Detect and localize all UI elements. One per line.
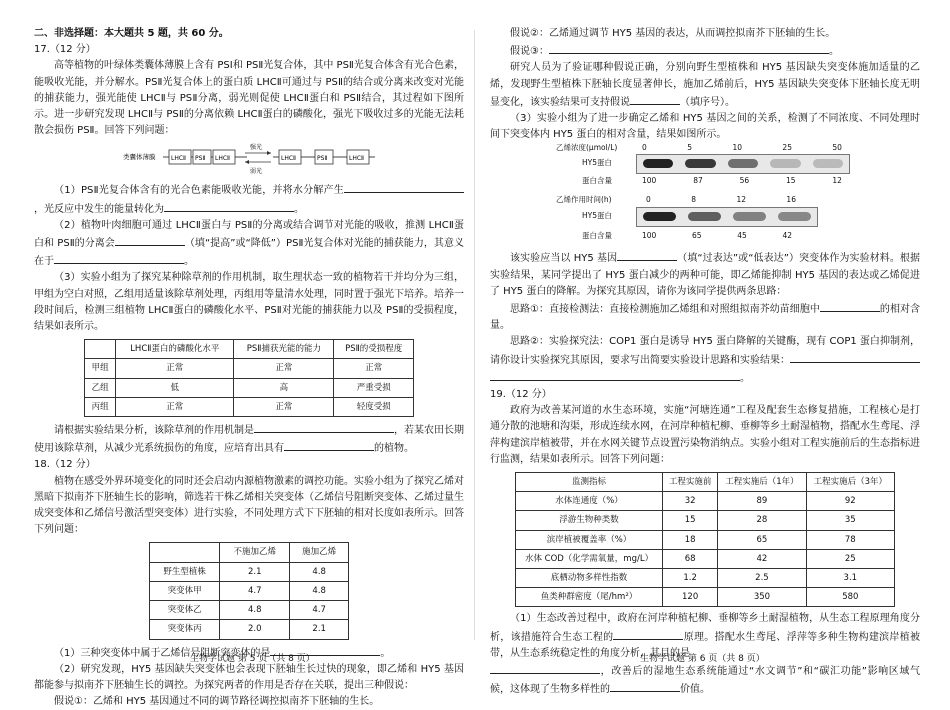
q18-p3: 该实验应当以 HY5 基因 [510, 253, 618, 265]
table-cell: 68 [663, 549, 718, 568]
page-divider [474, 30, 475, 640]
diagram-ps-label-2: PSⅡ [317, 155, 328, 163]
answer-blank[interactable] [284, 439, 374, 451]
table-header: PSⅡ捕获光能的能力 [234, 340, 334, 359]
q19-s1: （1）生态改善过程中，政府在河岸种植杞柳、垂柳等乡土耐湿植物，从生态工程原理角度分析，该措施符合生态工程的 [490, 613, 920, 643]
answer-blank[interactable] [164, 200, 294, 212]
table-cell: 4.8 [290, 562, 349, 581]
table-cell: 高 [234, 378, 334, 397]
q18-p5: 思路②：实验探究法：COP1 蛋白是诱导 HY5 蛋白降解的关键酶，现有 COP1 蛋白抑制剂，请你设计实验探究其原因，要求写出简要实验设计思路和实验结果： [490, 336, 920, 366]
q18-number: 18.（12 分） [34, 459, 96, 471]
hypothesis-3: 假说③： [510, 46, 549, 58]
blot1-content: 56 [739, 176, 750, 186]
blot1-conc: 0 [642, 143, 647, 153]
table-cell: 2.0 [220, 620, 290, 639]
table-cell: 1.2 [663, 569, 718, 588]
hy5-band [770, 159, 801, 168]
blot2-content: 100 [642, 231, 657, 241]
table-cell: 3.1 [806, 569, 894, 588]
table-row [516, 530, 895, 549]
table-cell: 4.8 [290, 581, 349, 600]
right-page: 假说②：乙烯通过调节 HY5 基因的表达，从而调控拟南芥下胚轴的生长。 假说③： 。 研究人员为了验证哪种假说正确，分别向野生型植株和 HY5 基因缺失突变体施加适量的乙烯，发现野生型植株下胚轴长度显著伸长，施加乙烯前后，HY5 基因缺失突变体下胚轴长度无明显变化，该实验结果可支持假说 （填序号）。 （3）实验小组为了进一步确定乙烯和 HY5 基因之间的关系，检测了不同浓度、不同处理时间下突变体内 HY5 蛋白的相对含量，结果如图所示。 乙烯浓度(μmol/L) 0 5 10 25 50 HY5蛋白 蛋白含量 100 87 56 15 12 乙烯作用时间(h) 0 8 12 16 HY5蛋白 蛋白含量 100 65 45 42 该实验应当以 HY5 基因 （填“过表达”或“低表达”）突变体作为实验材料。根据实验结果，某同学提出了 HY5 蛋白减少的两种可能，即乙烯能抑制 HY5 基因的表达或乙烯促进了 HY5 蛋白的降解。为探究其原因，请你为该同学提供两条思路： 思路①：直接检测法：直接检测施加乙烯组和对照组拟南芥幼苗细胞中 的相对含量。 思路②：实验探究法：COP1 蛋白是诱导 HY5 蛋白降解的关键酶，现有 COP1 蛋白抑制剂，请你设计实验探究其原因，要求写出简要实验设计思路和实验结果： 。 19.（12 分） 政府为改善某河道的水生态环境，实施“河塘连通”工程及配套生态修复措施，工程核心是打通分散的池塘和沟渠，形成连续水网，在河岸种植杞柳、垂柳等乡土耐湿植物，搭配水生鸢尾、浮萍构建滨岸植被带，并在水网关键节点设置污染物消纳点。实验小组对工程实施前后的生态指标进行监测，结果如表所示。回答下列问题： 监测指标 工程实施前 工程实施后（1年） 工程实施后（3年） 水体连通度（%） 32 89 92 浮游生物种类数 15 28 35 滨岸植被覆盖率（%） 18 65 78 水体 COD（化学需氧量，mg/L） 68 42 25 底栖动物多样性指数 1.2 2.5 3.1 鱼类种群密度（尾/hm²） 120 350 580 （1）生态改善过程中，政府在河岸种植杞柳、垂柳等乡土耐湿植物，从生态工程原理角度分析，该措施符合生态工程的 原理。搭配水生鸢尾、浮萍等多种生物构建滨岸植被带，从生态系统稳定性的角度分析，其目的是 ，改善后的湿地生态系统能通过“水文调节”和“碳汇功能”影响区域气候，这体现了生物多样性的 价值。 [490, 28, 921, 696]
q18-intro: 植物在感受外界环境变化的同时还会启动内源植物激素的调控功能。实验小组为了探究乙烯对黑暗下拟南芥下胚轴生长的影响，筛选若干株乙烯相关突变体（乙烯信号阻断突变体、乙烯过量生成突变体和乙烯信号激活型突变体）进行实验，不同处理方式下下胚轴的相对长度如表所示。回答下列问题： [34, 475, 464, 536]
table-cell: 正常 [334, 359, 414, 378]
western-blot-figure [556, 143, 920, 249]
table-cell: 丙组 [85, 397, 116, 416]
answer-blank[interactable] [630, 93, 680, 105]
table-cell: 水体连通度（%） [516, 492, 663, 511]
q18-p4b: 的相对含量。 [490, 304, 921, 332]
table-cell: 4.7 [220, 581, 290, 600]
footer-left: 生物学试题 第 5 页（共 8 页） [190, 654, 315, 664]
table-header: 工程实施后（1年） [718, 473, 806, 492]
blot2-time: 12 [736, 195, 746, 205]
table-cell: 浮游生物种类数 [516, 511, 663, 530]
table-cell: 低 [116, 378, 234, 397]
table-row [516, 511, 895, 530]
table-row [150, 620, 349, 639]
table-header: 工程实施前 [663, 473, 718, 492]
q17-s3c: 若某农田长期使用该除草剂，从减少光系统损伤的角度，应培育出具有 [34, 425, 464, 455]
table-cell: 甲组 [85, 359, 116, 378]
table-cell: 正常 [234, 359, 334, 378]
hy5-band [685, 159, 716, 168]
blot2-content: 65 [692, 231, 702, 241]
diagram-lhc-label-4: LHCⅡ [349, 155, 364, 163]
table-header: 不施加乙烯 [220, 543, 290, 562]
table-row [85, 359, 414, 378]
q18-s2b: 假说①：乙烯和 HY5 基因通过不同的调节路径调控拟南芥下胚轴的生长。 [54, 696, 380, 708]
table-cell: 2.5 [718, 569, 806, 588]
table-cell: 2.1 [290, 620, 349, 639]
blot2-content-label: 蛋白含量 [582, 231, 612, 241]
q18-p1: 研究人员为了验证哪种假说正确，分别向野生型植株和 HY5 基因缺失突变体施加适量的乙烯，发现野生型植株下胚轴长度显著伸长，施加乙烯前后，HY5 基因缺失突变体下胚轴长度无明显变化，该实验结果可支持假说 [490, 62, 920, 108]
blot2-band-label: HY5蛋白 [582, 211, 612, 221]
table-cell: 350 [718, 588, 806, 607]
q17-s1: （1）PSⅡ光复合体含有的光合色素能吸收光能，并将水分解产生 [54, 185, 344, 197]
table-cell: 25 [806, 549, 894, 568]
q18-p4: 思路①：直接检测法：直接检测施加乙烯组和对照组拟南芥幼苗细胞中 [510, 304, 820, 316]
table-cell: 突变体甲 [150, 581, 220, 600]
hy5-band [778, 212, 810, 221]
table-cell: 突变体乙 [150, 601, 220, 620]
table-cell: 鱼类种群密度（尾/hm²） [516, 588, 663, 607]
table-header: 监测指标 [516, 473, 663, 492]
table-row [516, 569, 895, 588]
answer-blank[interactable] [490, 369, 740, 381]
answer-blank[interactable] [613, 628, 683, 640]
table-cell: 水体 COD（化学需氧量，mg/L） [516, 549, 663, 568]
table-cell: 正常 [116, 359, 234, 378]
hy5-band [643, 159, 674, 168]
hy5-band [643, 212, 675, 221]
blot2-time: 0 [646, 195, 651, 205]
q17-intro: 高等植物的叶绿体类囊体薄膜上含有 PSⅠ和 PSⅡ光复合体，其中 PSⅡ光复合体含有光合色素，能吸收光能，并分解水。PSⅡ光复合体上的蛋白质 LHCⅡ可通过与 PSⅡ的结合或分离来改变对光能的捕获能力，强光能使 LHCⅡ与 PSⅡ分离，弱光则促使 LHCⅡ蛋白和 PSⅡ结合，其过程如下图所示。进一步研究发现 LHCⅡ与 PSⅡ的分离依赖 LHCⅡ蛋白的磷酸化，强光下吸收过多的光能无法耗散会损伤 PSⅡ。回答下列问题： [34, 60, 464, 137]
q19-intro: 政府为改善某河道的水生态环境，实施“河塘连通”工程及配套生态修复措施，工程核心是打通分散的池塘和沟渠，形成连续水网，在河岸种植杞柳、垂柳等乡土耐湿植物，搭配水生鸢尾、浮萍构建滨岸植被带，并在水网关键节点设置污染物消纳点。实验小组对工程实施前后的生态指标进行监测，结果如表所示。回答下列问题： [490, 405, 920, 465]
table-cell: 4.7 [290, 601, 349, 620]
diagram-lhc-label-2: LHCⅡ [215, 155, 230, 163]
table-cell: 18 [663, 530, 718, 549]
table-cell: 65 [718, 530, 806, 549]
table-row [516, 492, 895, 511]
table-cell: 35 [806, 511, 894, 530]
table-cell: 78 [806, 530, 894, 549]
footer-right: 生物学试题 第 6 页（共 8 页） [640, 654, 765, 664]
table-cell: 底栖动物多样性指数 [516, 569, 663, 588]
table-cell: 野生型植株 [150, 562, 220, 581]
table-header [85, 340, 116, 359]
q17-s3d: 的植物。 [374, 443, 414, 455]
blot2-content: 42 [782, 231, 792, 241]
blot2-time: 8 [691, 195, 696, 205]
blot1-conc: 25 [782, 143, 792, 153]
q17-table [84, 339, 414, 417]
diagram-membrane-label: 类囊体薄膜 [123, 153, 156, 162]
answer-blank[interactable] [549, 42, 829, 54]
table-row [85, 397, 414, 416]
q19-table [515, 472, 895, 607]
table-cell: 乙组 [85, 378, 116, 397]
q18-s1: （1）三种突变体中属于乙烯信号阻断突变体的是 [54, 647, 271, 659]
q19-s1b: 原理。搭配水生鸢尾、浮萍等多种生物构建滨岸植被带，从生态系统稳定性的角度分析，其目的是 [490, 631, 921, 659]
diagram-lhc-label-3: LHCⅡ [281, 155, 296, 163]
diagram-lhc-label: LHCⅡ [171, 155, 186, 163]
table-cell: 32 [663, 492, 718, 511]
blot1-content: 12 [832, 176, 842, 186]
blot1-image [636, 154, 850, 174]
q18-table [149, 542, 349, 639]
q17-number: 17.（12 分） [34, 44, 96, 56]
table-header: LHCⅡ蛋白的磷酸化水平 [116, 340, 234, 359]
q17-s2: （2）植物叶肉细胞可通过 LHCⅡ蛋白与 PSⅡ的分离或结合调节对光能的吸收，推测 LHCⅡ蛋白和 PSⅡ的分离会 [34, 219, 464, 250]
table-header [150, 543, 220, 562]
table-cell: 正常 [116, 397, 234, 416]
table-row [85, 378, 414, 397]
table-cell: 28 [718, 511, 806, 530]
diagram-ps-label: PSⅡ [195, 155, 206, 163]
q17-s2b: （填“提高”或“降低”）PSⅡ光复合体对光能的捕获能力，其意义在于 [34, 238, 464, 268]
table-row [516, 588, 895, 607]
q17-s1b: ，光反应中发生的能量转化为 [34, 203, 164, 215]
table-cell: 42 [718, 549, 806, 568]
table-row [150, 581, 349, 600]
blot1-conc: 10 [732, 143, 742, 153]
diagram-weak-label: 弱光 [250, 168, 263, 176]
q19-s2: ，改善后的湿地生态系统能通过“水文调节”和“碳汇功能”影响区域气候，这体现了生物多样性的 [490, 666, 920, 696]
answer-blank[interactable] [115, 234, 185, 246]
q19-s2b: 价值。 [680, 684, 710, 696]
answer-blank[interactable] [344, 181, 464, 193]
diagram-strong-label: 强光 [250, 144, 263, 152]
q18-p1b: （填序号）。 [680, 96, 735, 108]
blot2-time: 16 [786, 195, 796, 205]
q17-s3: （3）实验小组为了探究某种除草剂的作用机制，取生理状态一致的植物若干并均分为三组，甲组为空白对照，乙组用适量该除草剂处理，丙组用等量清水处理，同时置于强光下培养。培养一段时间后，检测三组植物 LHCⅡ蛋白的磷酸化水平、PSⅡ对光能的捕获能力以及 PSⅡ的受损程度，结果如表所示。 [34, 272, 464, 333]
hy5-band [813, 159, 844, 168]
answer-blank[interactable] [54, 252, 184, 264]
blot1-content: 15 [786, 176, 796, 186]
table-cell: 120 [663, 588, 718, 607]
q17-diagram [119, 141, 379, 179]
q18-p3b: （填“过表达”或“低表达”）突变体作为实验材料。根据实验结果，某同学提出了 HY5 蛋白减少的两种可能，即乙烯能抑制 HY5 基因的表达或乙烯促进了 HY5 蛋白的降解。为探究其原因，请你为该同学提供两条思路： [490, 253, 920, 297]
answer-blank[interactable] [254, 421, 394, 433]
table-cell: 15 [663, 511, 718, 530]
blot1-conc: 5 [687, 143, 692, 153]
q18-s2: （2）研究发现，HY5 基因缺失突变体也会表现下胚轴生长过快的现象，即乙烯和 HY5 基因都能参与拟南芥下胚轴生长的调控。为探究两者的作用是否存在关联，提出三种假说： [34, 663, 464, 691]
table-row [516, 549, 895, 568]
table-cell: 89 [718, 492, 806, 511]
answer-blank[interactable] [820, 300, 880, 312]
answer-blank[interactable] [617, 249, 677, 261]
table-cell: 轻度受损 [334, 397, 414, 416]
hy5-band [728, 159, 759, 168]
blot1-content: 100 [642, 176, 657, 186]
table-cell: 2.1 [220, 562, 290, 581]
table-row [150, 562, 349, 581]
table-cell: 严重受损 [334, 378, 414, 397]
blot2-image [636, 207, 818, 227]
answer-blank[interactable] [790, 351, 920, 363]
section-header: 二、非选择题：本大题共 5 题，共 60 分。 [34, 28, 229, 39]
left-page: 二、非选择题：本大题共 5 题，共 60 分。 17.（12 分） 高等植物的叶绿体类囊体薄膜上含有 PSⅠ和 PSⅡ光复合体，其中 PSⅡ光复合体含有光合色素，能吸收光能，并分解水。PSⅡ光复合体上的蛋白质 LHCⅡ可通过与 PSⅡ的结合或分离来改变对光能的捕获能力，强光能使 LHCⅡ与 PSⅡ分离，弱光则促使 LHCⅡ蛋白和 PSⅡ结合，其过程如下图所示。进一步研究发现 LHCⅡ与 PSⅡ的分离依赖 LHCⅡ蛋白的磷酸化，强光下吸收过多的光能无法耗散会损伤 PSⅡ。回答下列问题： 类囊体薄膜 LHCⅡ PSⅡ LHCⅡ 强光 弱光 LHCⅡ PSⅡ LHCⅡ （1）PSⅡ光复合体含有的光合色素能吸收光能，并将水分解产生，光反应中发生的能量转化为 。 （2）植物叶肉细胞可通过 LHCⅡ蛋白与 PSⅡ的分离或结合调节对光能的吸收，推测 LHCⅡ蛋白和 PSⅡ的分离会 （填“提高”或“降低”）PSⅡ光复合体对光能的捕获能力，其意义在于 。 （3）实验小组为了探究某种除草剂的作用机制，取生理状态一致的植物若干并均分为三组，甲组为空白对照，乙组用适量该除草剂处理，丙组用等量清水处理，同时置于强光下培养。培养一段时间后，检测三组植物 LHCⅡ蛋白的磷酸化水平、PSⅡ对光能的捕获能力以及 PSⅡ的受损程度，结果如表所示。 LHCⅡ蛋白的磷酸化水平 PSⅡ捕获光能的能力 PSⅡ的受损程度 甲组 正常 正常 正常 乙组 低 高 严重受损 丙组 正常 正常 轻度受损 请根据实验结果分析，该除草剂的作用机制是 ，若某农田长期使用该除草剂，从减少光系统损伤的角度，应培育出具有 的植物。 18.（12 分） 植物在感受外界环境变化的同时还会启动内源植物激素的调控功能。实验小组为了探究乙烯对黑暗下拟南芥下胚轴生长的影响，筛选若干株乙烯相关突变体（乙烯信号阻断突变体、乙烯过量生成突变体和乙烯信号激活型突变体）进行实验，不同处理方式下下胚轴的相对长度如表所示。回答下列问题： 不施加乙烯 施加乙烯 野生型植株 2.1 4.8 突变体甲 4.7 4.8 突变体乙 4.8 4.7 突变体丙 2.0 2.1 （1）三种突变体中属于乙烯信号阻断突变体的是 。 （2）研究发现，HY5 基因缺失突变体也会表现下胚轴生长过快的现象，即乙烯和 HY5 基因都能参与拟南芥下胚轴生长的调控。为探究两者的作用是否存在关联，提出三种假说： 假说①：乙烯和 HY5 基因通过不同的调节路径调控拟南芥下胚轴的生长。 [34, 26, 464, 710]
table-cell: 4.8 [220, 601, 290, 620]
blot1-content: 87 [693, 176, 703, 186]
table-header: PSⅡ的受损程度 [334, 340, 414, 359]
table-cell: 突变体丙 [150, 620, 220, 639]
table-header: 施加乙烯 [290, 543, 349, 562]
blot1-conc: 50 [832, 143, 842, 153]
table-row [150, 601, 349, 620]
blot2-row-label: 乙烯作用时间(h) [556, 195, 612, 205]
answer-blank[interactable] [610, 680, 680, 692]
blot1-band-label: HY5蛋白 [582, 158, 612, 168]
hy5-band [733, 212, 765, 221]
q17-s3b: 请根据实验结果分析，该除草剂的作用机制是 [54, 425, 254, 437]
q19-number: 19.（12 分） [490, 389, 552, 401]
table-cell: 92 [806, 492, 894, 511]
table-cell: 滨岸植被覆盖率（%） [516, 530, 663, 549]
table-header: 工程实施后（3年） [806, 473, 894, 492]
hy5-band [688, 212, 720, 221]
blot1-content-label: 蛋白含量 [582, 176, 612, 186]
answer-blank[interactable] [490, 662, 600, 674]
q18-p2: （3）实验小组为了进一步确定乙烯和 HY5 基因之间的关系，检测了不同浓度、不同处理时间下突变体内 HY5 蛋白的相对含量，结果如图所示。 [490, 113, 920, 141]
table-cell: 正常 [234, 397, 334, 416]
table-cell: 580 [806, 588, 894, 607]
hypothesis-2: 假说②：乙烯通过调节 HY5 基因的表达，从而调控拟南芥下胚轴的生长。 [510, 28, 836, 39]
blot2-content: 45 [737, 231, 747, 241]
blot1-row-label: 乙烯浓度(μmol/L) [556, 143, 618, 153]
